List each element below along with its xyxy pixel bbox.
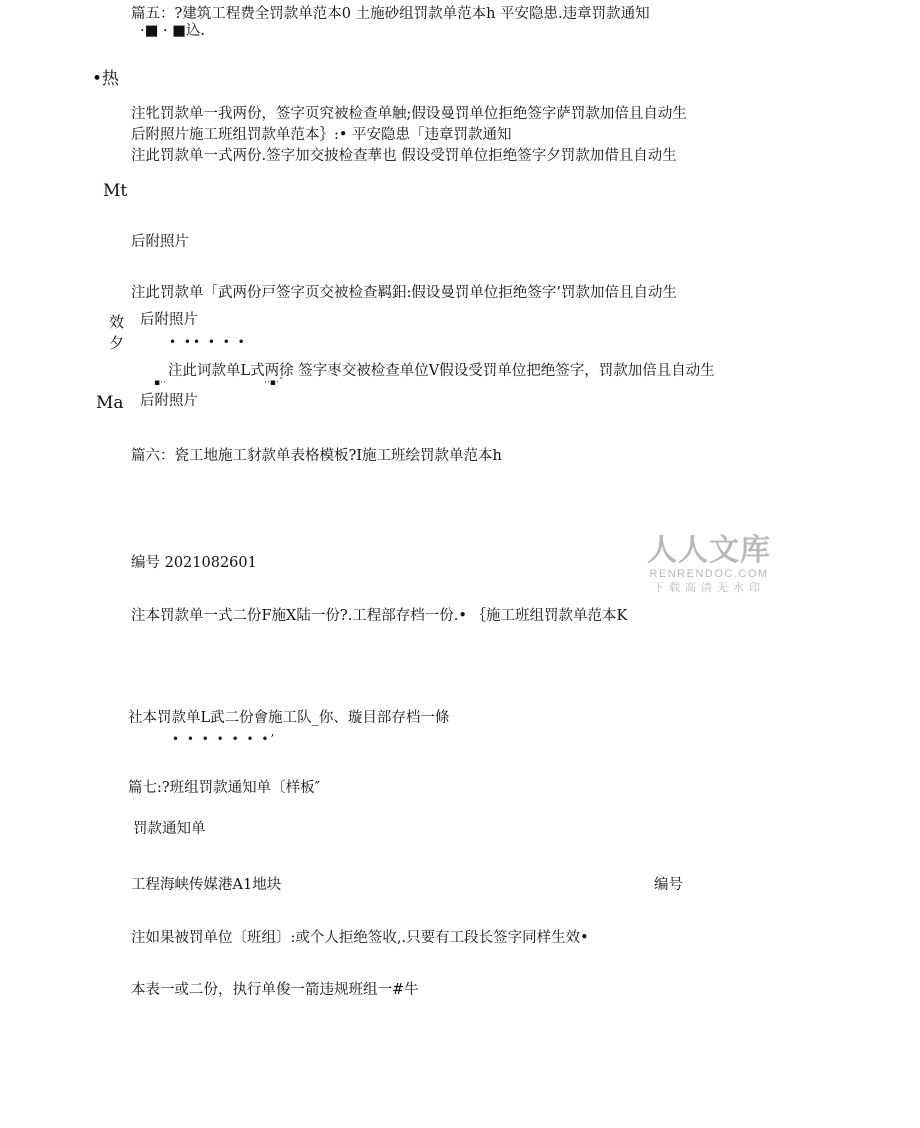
bullet-label: •热 xyxy=(92,69,120,89)
watermark-logo xyxy=(646,534,772,595)
heading-section-6: 篇六：瓷工地施工豺款单表格模板?I施工班绘罚款单范本h xyxy=(131,448,502,464)
project-name: 工程海峡传媒港A1地块 xyxy=(131,877,282,893)
note-line: 注此罚款单「武两份戸签字页交被检查羁鈤:假设曼罚单位拒绝签字’罚款加倍且自动生 xyxy=(131,285,677,301)
note-line: 注如果被罚单位〔班组〕:或个人拒绝签收,.只要有工段长签字同样生效• xyxy=(131,930,589,946)
attachment-line: 后附照片施工班组罚款单范本｝:• 平安隐患「违章罚款通知 xyxy=(131,127,512,143)
note-line: 本表一或二份，执行单俊一箭违规班组一#牛 xyxy=(131,982,419,998)
attachment-label: 后附照片 xyxy=(131,234,189,250)
serial-number: 编号 2021082601 xyxy=(131,555,257,571)
margin-label: 效 xyxy=(109,313,125,331)
watermark-tagline: 下载高清无水印 xyxy=(653,582,765,594)
noise-glyphs: ▪·· xyxy=(154,378,166,388)
note-line: 注此诃款单L式两徐 签字枣交被检查单位V假设受罚单位把绝签字，罚款加倍且自动生 xyxy=(168,363,715,379)
note-line: 社本罚款单L武二份會施工队_你、璇目部存档一條 xyxy=(128,710,450,726)
note-line: 注本罚款单一式二份F施X陆一份?.工程部存档一份.• ｛施工班组罚款单范本K xyxy=(131,608,628,624)
dot-row: • • • • • • •’ xyxy=(172,732,277,746)
form-title: 罚款通知单 xyxy=(133,821,206,837)
attachment-label: 后附照片 xyxy=(140,393,198,409)
attachment-label: 后附照片 xyxy=(140,312,198,328)
note-line: 注此罚款单一式两份.签字加交披检查華也 假设受罚单位拒绝签字夕罚款加借且自动生 xyxy=(131,148,677,164)
serial-label: 编号 xyxy=(654,877,683,893)
watermark-domain: RENRENDOC.COM xyxy=(649,568,769,580)
dot-row: • •• • • • xyxy=(169,335,247,349)
margin-label: 夕 xyxy=(109,334,125,352)
watermark-title: 人人文库 xyxy=(647,534,771,567)
heading-section-5: 篇五：?建筑工程费全罚款单范本0 土施砂组罚款单范本h 平安隐患.违章罚款通知 xyxy=(131,6,650,22)
noise-glyphs: ·■ · ■込. xyxy=(140,23,205,39)
note-line: 注牝罚款单一我两份，签字页究被检查单触;假设曼罚单位拒绝签字萨罚款加倍且自动生 xyxy=(131,106,687,122)
margin-label: Ma xyxy=(96,393,124,413)
heading-section-7: 篇七:?班组罚款通知单〔样板″ xyxy=(128,780,321,796)
margin-label: Mt xyxy=(103,181,128,201)
noise-glyphs: ·‧▪·˝ xyxy=(264,378,284,388)
